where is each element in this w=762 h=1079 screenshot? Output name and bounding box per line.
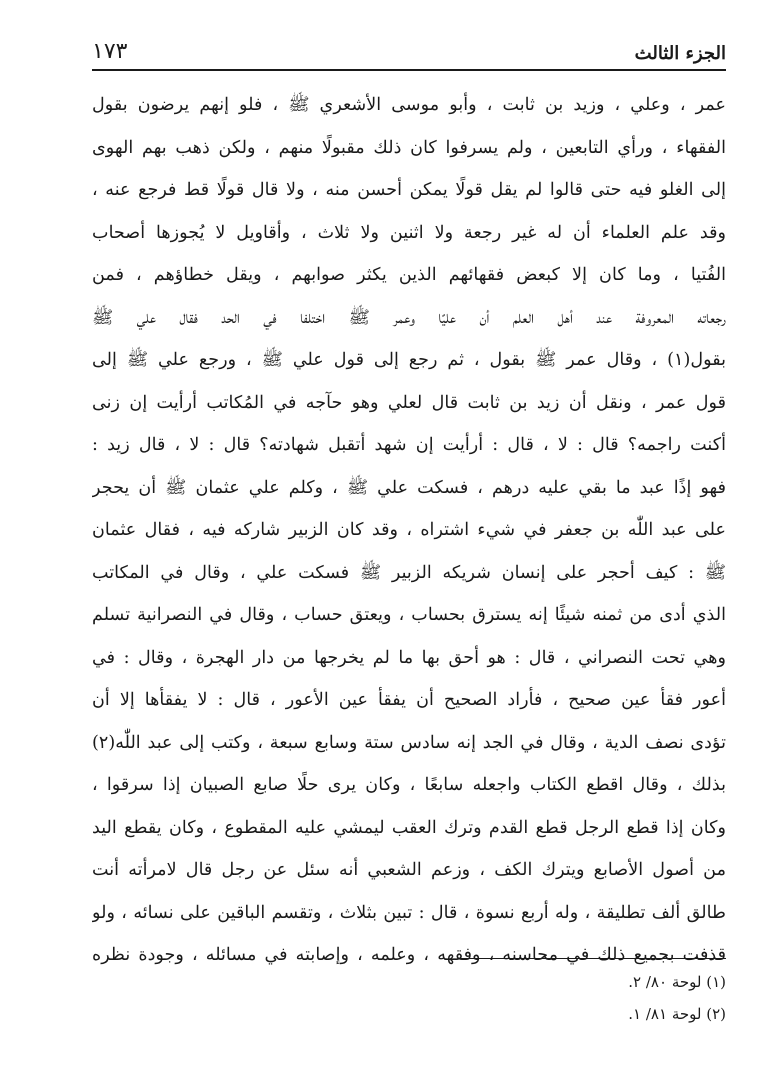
text-line: من أصول الأصابع ويترك الكف ، وزعم الشعبي أنه سئل عن رجل قال لامرأته أنت [92, 860, 726, 880]
footnotes [300, 966, 726, 1030]
body-text [92, 84, 726, 977]
text-line: الفُتيا ، وما كان إلا كبعض فقهائهم الذين يكثر صوابهم ، ويقل خطاؤهم ، فمن [92, 265, 726, 285]
text-line: بقول(١) ، وقال عمر ﷺ بقول ، ثم رجع إلى قول علي ﷺ ، ورجع علي ﷺ إلى [92, 350, 726, 370]
text-line: أعور فقأ عين صحيح ، فأراد الصحيح أن يفقأ عين الأعور ، قال : لا يفقأها إلا أن [92, 690, 726, 710]
page-number: ١٧٣ [92, 39, 128, 64]
text-line: وكان إذا قطع الرجل قطع القدم وترك العقب ليمشي عليه المقطوع ، وكان يقطع اليد [92, 817, 726, 838]
text-line: طالق ألف تطليقة ، وله أربع نسوة ، قال : تبين بثلاث ، وتقسم الباقين على نسائه ، ولو [92, 902, 726, 923]
text-line: الفقهاء ، ورأي التابعين ، ولم يسرفوا كان ذلك مقبولًا منهم ، ولكن ذهب بهم الهوى [92, 137, 726, 158]
footnote-divider [461, 958, 726, 959]
footnote: (٢) لوحة ٨١/ ١. [628, 1005, 726, 1023]
text-line: وهي تحت النصراني ، قال : هو أحق بها ما لم يخرجها من دار الهجرة ، وقال : في [92, 647, 726, 668]
text-line: قول عمر ، ونقل أن زيد بن ثابت قال لعلي وهو حآجه في المُكاتب أرأيت إن زنى [92, 392, 726, 413]
text-line: ﷺ : كيف أحجر على إنسان شريكه الزبير ﷺ فسكت علي ، وقال في المكاتب [92, 562, 726, 583]
text-line: وقد علم العلماء أن له غير رجعة ولا اثنين ولا ثلاث ، وأقاويل لا يُجوزها أصحاب [92, 222, 726, 243]
footnote: (١) لوحة ٨٠/ ٢. [628, 973, 726, 991]
text-line: تؤدى نصف الدية ، وقال في الجد إنه سادس ستة وسابع سبعة ، وكتب إلى عبد اللّٰه(٢) [92, 732, 726, 753]
text-line: رجعاته المعروفة عند أهل العلم أن عليًا وعمر ﷺ اختلفا في الحد فقال علي ﷺ [92, 307, 726, 328]
text-line: الذي أدى من ثمنه شيئًا إنه يسترق بحساب ، ويعتق حساب ، وقال في النصرانية تسلم [92, 605, 726, 625]
text-line: قذفت بجميع ذلك في محاسنه ، وفقهه ، وعلمه ، وإصابته في مسائله ، وجودة نظره [92, 945, 726, 965]
header-divider [92, 69, 726, 71]
text-line: بذلك ، وقال اقطع الكتاب واجعله سابعًا ، وكان يرى حلًا صابع الصبيان إذا سرقوا ، [92, 775, 726, 795]
text-line: عمر ، وعلي ، وزيد بن ثابت ، وأبو موسى الأشعري ﷺ ، فلو إنهم يرضون بقول [92, 95, 726, 115]
part-title: الجزء الثالث [634, 43, 726, 64]
text-line: على عبد اللّٰه بن جعفر في شيء اشتراه ، وقد كان الزبير شاركه فيه ، فقال عثمان [92, 520, 726, 540]
text-line: أكنت راجمه؟ قال : لا ، قال : أرأيت إن شهد أتقبل شهادته؟ قال : لا ، قال زيد : [92, 435, 726, 455]
text-line: إلى الغلو فيه حتى قالوا لم يقل قولًا يمكن أحسن منه ، ولا قال قولًا قط فرجع عنه ، [92, 180, 726, 200]
page-header [92, 28, 726, 70]
text-line: فهو إذًا عبد ما بقي عليه درهم ، فسكت علي ﷺ ، وكلم علي عثمان ﷺ أن يحجر [92, 477, 726, 498]
